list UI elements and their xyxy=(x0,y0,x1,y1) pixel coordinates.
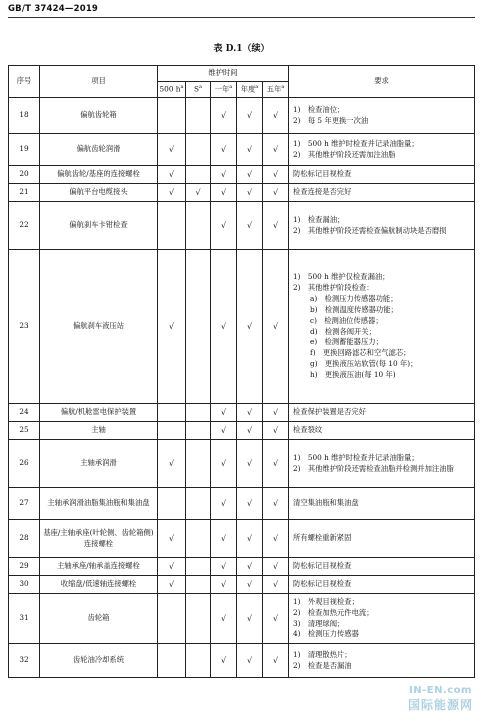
check-mark: √ xyxy=(158,134,186,166)
check-mark: √ xyxy=(211,184,237,202)
row-requirement xyxy=(289,558,475,576)
requirement-line: 1) 500 h 维护仅检查漏油； xyxy=(293,271,390,281)
row-requirement xyxy=(289,250,475,404)
row-number: 22 xyxy=(9,202,40,250)
check-mark: √ xyxy=(263,134,289,166)
row-item: 收缩盘/低速轴连接螺栓 xyxy=(40,576,158,594)
check-mark: √ xyxy=(263,576,289,594)
row-requirement xyxy=(289,440,475,488)
check-mark: √ xyxy=(237,558,263,576)
requirement-subline: c) 检测油位传感器； xyxy=(310,315,383,325)
check-mark: √ xyxy=(237,184,263,202)
check-mark: √ xyxy=(263,520,289,558)
requirement-line: 1) 500 h 维护时检查并记录油脂量； xyxy=(293,452,419,462)
check-mark: √ xyxy=(158,520,186,558)
table-row xyxy=(9,520,475,558)
check-mark: √ xyxy=(237,422,263,440)
requirement-line: 2) 其他维护阶段还需检查油脂并检测并加注油脂 xyxy=(293,463,454,473)
requirement-subline: e) 检测蓄能器压力； xyxy=(310,337,383,347)
requirement-subline: h) 更换液压油(每 10 年) xyxy=(310,370,396,380)
requirement-subline: a) 检测压力传感器功能； xyxy=(310,293,398,303)
check-mark: √ xyxy=(237,404,263,422)
empty-interval-cell xyxy=(186,202,211,250)
check-mark: √ xyxy=(211,488,237,520)
empty-interval-cell xyxy=(158,98,186,134)
check-mark: √ xyxy=(158,576,186,594)
watermark-en: IN-EN.com xyxy=(409,685,472,696)
requirement-line: 防松标记目视检查 xyxy=(293,579,352,589)
requirement-line: 检查连接是否完好 xyxy=(293,187,352,197)
col-header-interval: 五年$^a$ xyxy=(263,82,289,98)
requirement-line: 检查保护装置是否完好 xyxy=(293,407,366,417)
empty-interval-cell xyxy=(186,440,211,488)
row-requirement xyxy=(289,520,475,558)
row-number: 27 xyxy=(9,488,40,520)
requirement-line: 检查裂纹 xyxy=(293,425,323,435)
table-row xyxy=(9,644,475,678)
requirement-subline: d) 检测各阀开关； xyxy=(310,326,376,336)
row-requirement xyxy=(289,166,475,184)
empty-interval-cell xyxy=(186,594,211,644)
row-number: 32 xyxy=(9,644,40,678)
check-mark: √ xyxy=(211,166,237,184)
footnote-marker: a xyxy=(281,83,285,90)
row-number: 19 xyxy=(9,134,40,166)
row-number: 26 xyxy=(9,440,40,488)
check-mark: √ xyxy=(263,98,289,134)
row-number: 21 xyxy=(9,184,40,202)
col-header-interval: 500 $h^a$ xyxy=(158,82,186,98)
col-header-requirement: 要求 xyxy=(289,66,475,98)
footnote-marker: a xyxy=(199,83,202,90)
check-mark: √ xyxy=(158,440,186,488)
col-header-interval: $S^a$ xyxy=(186,82,211,98)
requirement-line: 2) 检查是否漏油 xyxy=(293,660,352,670)
empty-interval-cell xyxy=(186,644,211,678)
empty-interval-cell xyxy=(186,404,211,422)
requirement-line: 1) 清理散热片； xyxy=(293,649,352,659)
row-item: 偏航齿轮箱 xyxy=(40,98,158,134)
check-mark: √ xyxy=(237,98,263,134)
empty-interval-cell xyxy=(158,594,186,644)
check-mark: √ xyxy=(237,134,263,166)
standard-code: GB/T 37424—2019 xyxy=(8,4,99,14)
row-number: 31 xyxy=(9,594,40,644)
col-header-no: 序号 xyxy=(9,66,40,98)
check-mark: √ xyxy=(211,520,237,558)
empty-interval-cell xyxy=(186,166,211,184)
check-mark: √ xyxy=(211,202,237,250)
empty-interval-cell xyxy=(186,98,211,134)
row-item: 偏航/机舱雷电保护装置 xyxy=(40,404,158,422)
requirement-subline: g) 更换液压站软管(每 10 年)； xyxy=(310,359,418,369)
requirement-line: 3) 清理球阀； xyxy=(293,618,345,628)
row-requirement xyxy=(289,644,475,678)
table-row xyxy=(9,440,475,488)
check-mark: √ xyxy=(211,644,237,678)
check-mark: √ xyxy=(237,644,263,678)
check-mark: √ xyxy=(263,166,289,184)
check-mark: √ xyxy=(263,488,289,520)
check-mark: √ xyxy=(263,404,289,422)
table-title: 表 D.1（续） xyxy=(213,44,270,54)
row-number: 28 xyxy=(9,520,40,558)
row-item: 偏航刹车液压站 xyxy=(40,250,158,404)
table-row xyxy=(9,166,475,184)
empty-interval-cell xyxy=(158,404,186,422)
table-row xyxy=(9,98,475,134)
requirement-line: 2) 每 5 年更换一次油 xyxy=(293,115,369,125)
check-mark: √ xyxy=(263,250,289,404)
check-mark: √ xyxy=(263,594,289,644)
row-requirement xyxy=(289,594,475,644)
requirement-line: 2) 其他维护阶段还需加注油脂 xyxy=(293,149,396,159)
maintenance-table xyxy=(8,65,475,678)
requirement-line: 防松标记目视检查 xyxy=(293,561,352,571)
row-item: 基座/主轴承座(叶轮侧、齿轮箱侧)连接螺栓 xyxy=(40,520,158,558)
check-mark: √ xyxy=(263,184,289,202)
empty-interval-cell xyxy=(186,134,211,166)
requirement-line: 1) 外观目视检查； xyxy=(293,596,359,606)
empty-interval-cell xyxy=(186,422,211,440)
row-requirement xyxy=(289,488,475,520)
check-mark: √ xyxy=(158,250,186,404)
requirement-line: 1) 500 h 维护时检查并记录油脂量； xyxy=(293,138,419,148)
empty-interval-cell xyxy=(158,488,186,520)
table-row xyxy=(9,184,475,202)
col-header-interval-group: 维护时间 xyxy=(158,66,289,82)
empty-interval-cell xyxy=(158,422,186,440)
requirement-line: 4) 检测压力传感器 xyxy=(293,629,359,639)
empty-interval-cell xyxy=(186,250,211,404)
row-requirement xyxy=(289,404,475,422)
table-row xyxy=(9,576,475,594)
check-mark: √ xyxy=(237,440,263,488)
row-item: 齿轮箱 xyxy=(40,594,158,644)
requirement-line: 清空集油瓶和集油盘 xyxy=(293,498,359,508)
table-body xyxy=(9,98,475,678)
row-item: 主轴 xyxy=(40,422,158,440)
empty-interval-cell xyxy=(186,488,211,520)
check-mark: √ xyxy=(263,202,289,250)
table-row xyxy=(9,404,475,422)
check-mark: √ xyxy=(237,594,263,644)
table-row xyxy=(9,422,475,440)
check-mark: √ xyxy=(186,184,211,202)
col-header-interval: 一年$^a$ xyxy=(211,82,237,98)
empty-interval-cell xyxy=(186,576,211,594)
row-item: 偏航平台电缆接头 xyxy=(40,184,158,202)
check-mark: √ xyxy=(211,134,237,166)
row-item: 主轴承座/轴承盖连接螺栓 xyxy=(40,558,158,576)
check-mark: √ xyxy=(263,558,289,576)
row-number: 18 xyxy=(9,98,40,134)
check-mark: √ xyxy=(211,98,237,134)
requirement-line: 2) 其他维护阶段检查： xyxy=(293,282,374,292)
check-mark: √ xyxy=(263,422,289,440)
row-number: 23 xyxy=(9,250,40,404)
check-mark: √ xyxy=(211,422,237,440)
empty-interval-cell xyxy=(158,644,186,678)
check-mark: √ xyxy=(211,404,237,422)
table-row xyxy=(9,250,475,404)
footnote-marker: a xyxy=(229,83,233,90)
row-item: 偏航刹车卡钳检查 xyxy=(40,202,158,250)
requirement-line: 2) 检查加热元件电流； xyxy=(293,607,374,617)
table-row xyxy=(9,488,475,520)
check-mark: √ xyxy=(237,520,263,558)
check-mark: √ xyxy=(237,166,263,184)
row-number: 24 xyxy=(9,404,40,422)
row-item: 主轴承润滑油脂集油瓶和集油盘 xyxy=(40,488,158,520)
table-row xyxy=(9,134,475,166)
check-mark: √ xyxy=(158,558,186,576)
row-number: 25 xyxy=(9,422,40,440)
check-mark: √ xyxy=(158,166,186,184)
row-item: 偏航齿轮/基座的连接螺栓 xyxy=(40,166,158,184)
row-item: 偏航齿轮润滑 xyxy=(40,134,158,166)
requirement-line: 1) 检查油位； xyxy=(293,104,345,114)
requirement-line: 1) 检查漏油； xyxy=(293,214,345,224)
row-requirement xyxy=(289,184,475,202)
requirement-subline: b) 检测温度传感器功能； xyxy=(310,304,398,314)
row-item: 齿轮油冷却系统 xyxy=(40,644,158,678)
col-header-interval: 年度$^a$ xyxy=(237,82,263,98)
row-requirement xyxy=(289,422,475,440)
table-row xyxy=(9,594,475,644)
check-mark: √ xyxy=(237,576,263,594)
watermark-cn: 国际能源网 xyxy=(407,698,473,712)
row-requirement xyxy=(289,576,475,594)
check-mark: √ xyxy=(211,558,237,576)
table-row xyxy=(9,202,475,250)
check-mark: √ xyxy=(211,440,237,488)
check-mark: √ xyxy=(263,644,289,678)
footnote-marker: a xyxy=(180,83,184,90)
check-mark: √ xyxy=(211,576,237,594)
table-row xyxy=(9,558,475,576)
requirement-line: 防松标记目视检查 xyxy=(293,169,352,179)
row-requirement xyxy=(289,98,475,134)
row-item: 主轴承润滑 xyxy=(40,440,158,488)
check-mark: √ xyxy=(237,250,263,404)
requirement-line: 2) 其他维护阶段还需检查偏航制动块是否磨损 xyxy=(293,225,447,235)
row-requirement xyxy=(289,202,475,250)
watermark xyxy=(408,685,473,713)
row-number: 20 xyxy=(9,166,40,184)
check-mark: √ xyxy=(237,202,263,250)
row-number: 30 xyxy=(9,576,40,594)
requirement-subline: f) 更换回路滤芯和空气滤芯； xyxy=(310,348,411,358)
check-mark: √ xyxy=(237,488,263,520)
header-rule xyxy=(8,17,475,18)
footnote-marker: a xyxy=(255,83,259,90)
col-header-item: 项目 xyxy=(40,66,158,98)
check-mark: √ xyxy=(263,440,289,488)
row-number: 29 xyxy=(9,558,40,576)
empty-interval-cell xyxy=(158,202,186,250)
check-mark: √ xyxy=(211,250,237,404)
check-mark: √ xyxy=(158,184,186,202)
empty-interval-cell xyxy=(186,520,211,558)
empty-interval-cell xyxy=(186,558,211,576)
row-requirement xyxy=(289,134,475,166)
check-mark: √ xyxy=(211,594,237,644)
requirement-line: 所有螺栓重新紧固 xyxy=(293,533,352,543)
